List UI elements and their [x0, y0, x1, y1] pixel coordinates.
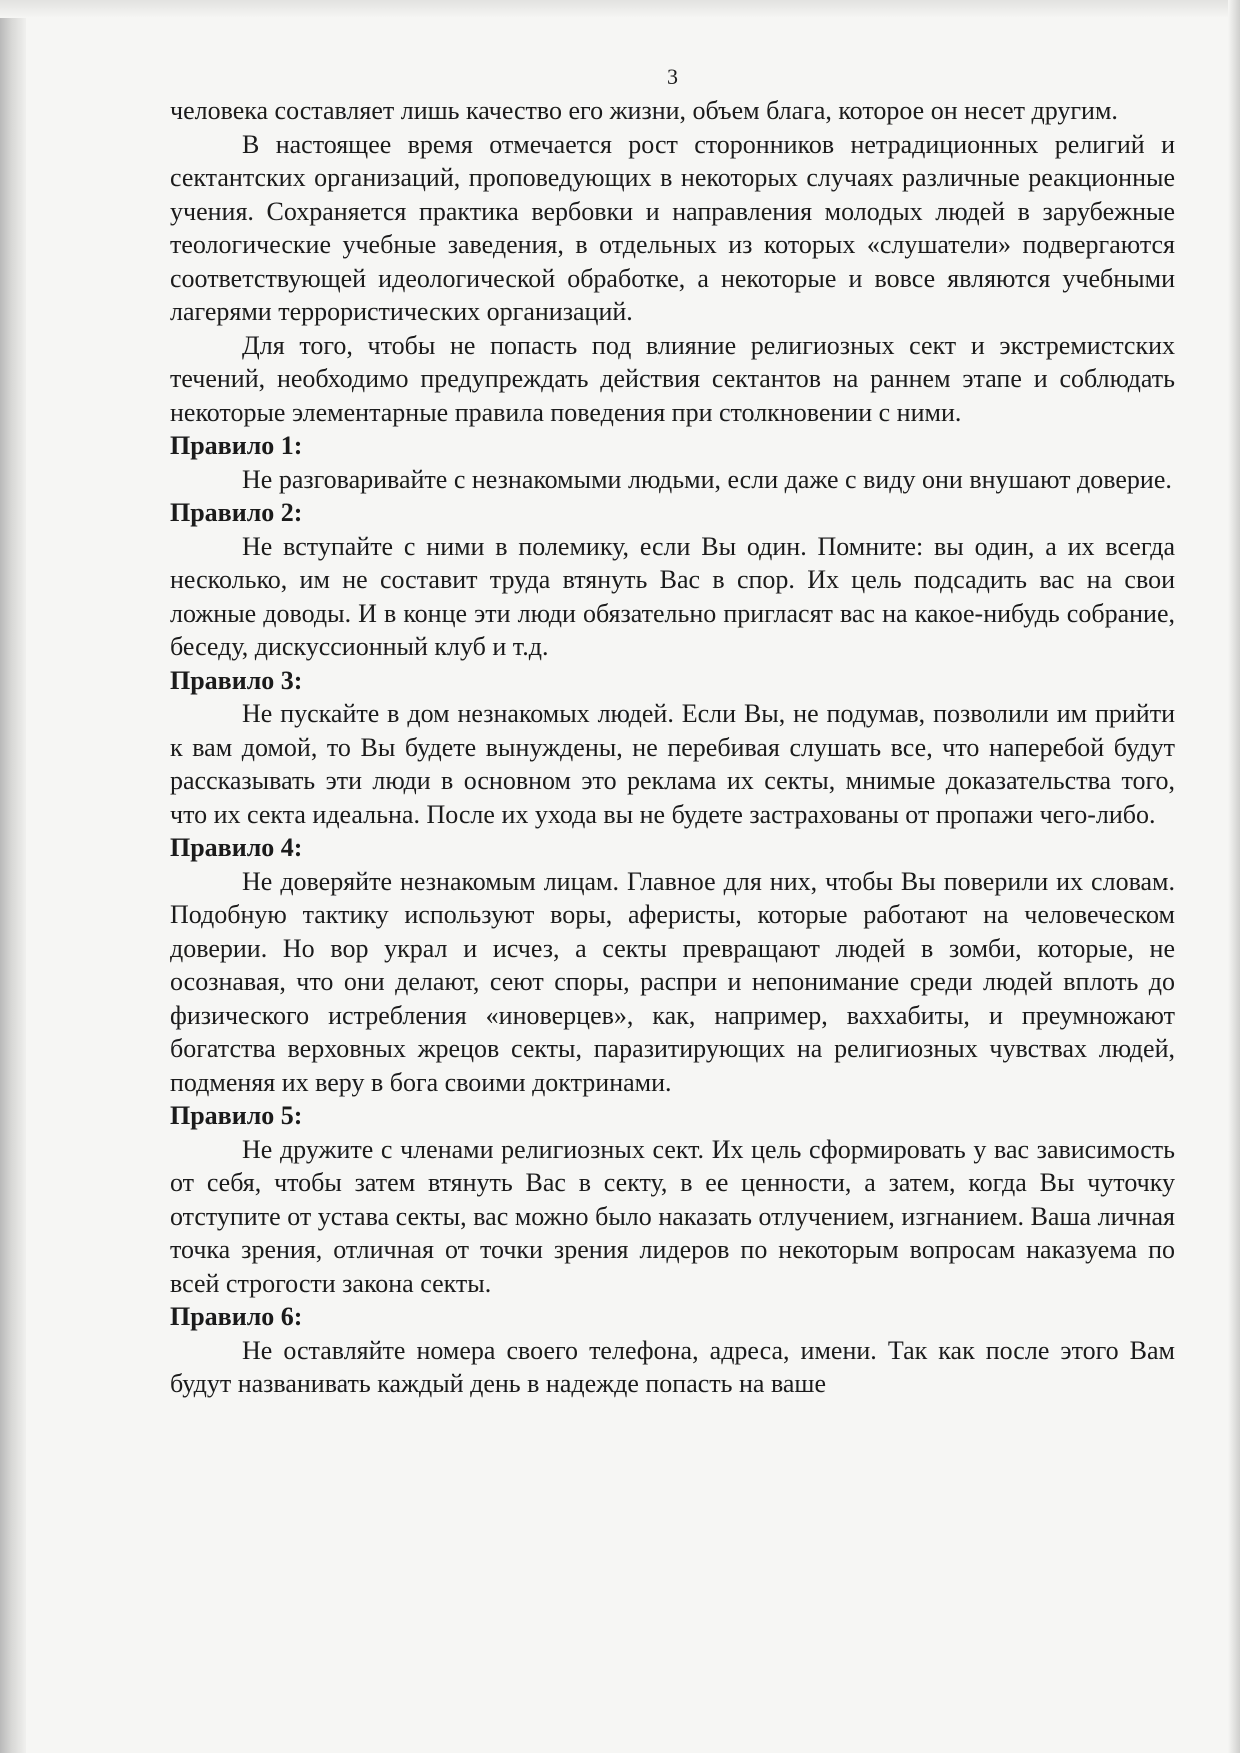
paragraph-continuation: человека составляет лишь качество его жизни, объем блага, которое он несет другим. [170, 96, 1118, 125]
rule-section [170, 496, 1175, 664]
rule-heading: Правило 2: [170, 498, 303, 527]
rule-heading: Правило 4: [170, 833, 303, 862]
rule-heading: Правило 3: [170, 665, 303, 695]
rule-section [170, 664, 1175, 832]
paragraph-sects-growth: В настоящее время отмечается рост сторонников нетрадиционных религий и сектантских организаций, проповедующих в некоторых случаях различные реакционные учения. Сохраняется практика вербовки и направления молодых людей в зарубежные теологические учебные заведения, в отдельных из которых «слушатели» подвергаются соответствующей идеологической обработке, а некоторые и вовсе являются учебными лагерями террористических организаций. [170, 129, 1175, 326]
scan-edge-top [0, 0, 1240, 18]
rule-text: Не дружите с членами религиозных сект. Их цель сформировать у вас зависимость от себя, чтобы затем втянуть Вас в секту, в ее ценности, а затем, когда Вы чуточку отступите от устава секты, вас можно было наказать отлучением, изгнанием. Ваша личная точка зрения, отличная от точки зрения лидеров по некоторым вопросам наказуема по всей строгости закона секты. [170, 1134, 1175, 1298]
rule-section [170, 429, 1175, 496]
rule-section [170, 1300, 1175, 1401]
document-page [170, 60, 1175, 1401]
rule-section [170, 1099, 1175, 1300]
rule-text: Не доверяйте незнакомым лицам. Главное для них, чтобы Вы поверили их словам. Подобную тактику используют воры, аферисты, которые работают на человеческом доверии. Но вор украл и исчез, а секты превращают людей в зомби, которые, не осознавая, что они делают, сеют споры, распри и непонимание среди людей вплоть до физического истребления «иноверцев», как, например, ваххабиты, и преумножают богатства верховных жрецов секты, паразитирующих на религиозных чувствах людей, подменяя их веру в бога своими доктринами. [170, 866, 1175, 1097]
rule-heading: Правило 5: [170, 1101, 303, 1130]
rule-text: Не оставляйте номера своего телефона, адреса, имени. Так как после этого Вам будут названивать каждый день в надежде попасть на ваше [170, 1335, 1175, 1398]
rule-heading: Правило 1: [170, 431, 303, 460]
paragraph-rules-intro: Для того, чтобы не попасть под влияние религиозных сект и экстремистских течений, необходимо предупреждать действия сектантов на раннем этапе и соблюдать некоторые элементарные правила поведения при столкновении с ними. [170, 330, 1175, 427]
rule-text: Не пускайте в дом незнакомых людей. Если Вы, не подумав, позволили им прийти к вам домой, то Вы будете вынуждены, не перебивая слушать все, что наперебой будут рассказывать эти люди в основном это реклама их секты, мнимые доказательства того, что их секта идеальна. После их ухода вы не будете застрахованы от пропажи чего-либо. [170, 699, 1175, 829]
scan-edge-right [1228, 0, 1240, 1753]
rule-section [170, 831, 1175, 1099]
scan-edge-left [0, 0, 26, 1753]
rule-text: Не вступайте с ними в полемику, если Вы один. Помните: вы один, а их всегда несколько, им не составит труда втянуть Вас в спор. Их цель подсадить вас на свои ложные доводы. И в конце эти люди обязательно пригласят вас на какое-нибудь собрание, беседу, дискуссионный клуб и т.д. [170, 531, 1175, 661]
rule-heading: Правило 6: [170, 1302, 303, 1331]
page-number: 3 [667, 64, 678, 89]
rule-text: Не разговаривайте с незнакомыми людьми, если даже с виду они внушают доверие. [242, 464, 1172, 494]
